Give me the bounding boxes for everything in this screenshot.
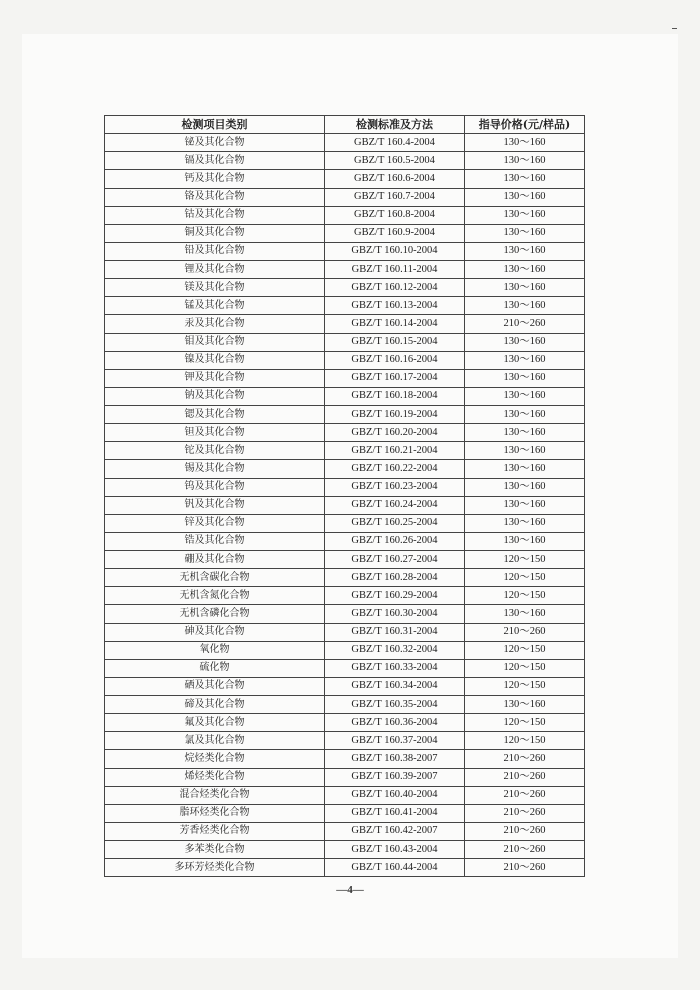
cell-guide-price: 120～150 (465, 714, 585, 732)
cell-item-category: 锰及其化合物 (105, 297, 325, 315)
cell-standard-method: GBZ/T 160.8-2004 (325, 206, 465, 224)
table-row (105, 768, 585, 786)
cell-item-category: 氧化物 (105, 641, 325, 659)
cell-standard-method: GBZ/T 160.24-2004 (325, 496, 465, 514)
table-row (105, 532, 585, 550)
cell-guide-price: 130～160 (465, 605, 585, 623)
cell-guide-price: 210～260 (465, 822, 585, 840)
table-row (105, 569, 585, 587)
cell-item-category: 无机含碳化合物 (105, 569, 325, 587)
cell-guide-price: 130～160 (465, 351, 585, 369)
cell-item-category: 混合烃类化合物 (105, 786, 325, 804)
cell-item-category: 铬及其化合物 (105, 188, 325, 206)
cell-standard-method: GBZ/T 160.7-2004 (325, 188, 465, 206)
table-row (105, 369, 585, 387)
cell-standard-method: GBZ/T 160.26-2004 (325, 532, 465, 550)
cell-standard-method: GBZ/T 160.9-2004 (325, 224, 465, 242)
cell-standard-method: GBZ/T 160.35-2004 (325, 696, 465, 714)
cell-item-category: 无机含磷化合物 (105, 605, 325, 623)
cell-standard-method: GBZ/T 160.34-2004 (325, 677, 465, 695)
table-row (105, 442, 585, 460)
cell-standard-method: GBZ/T 160.37-2004 (325, 732, 465, 750)
cell-standard-method: GBZ/T 160.18-2004 (325, 387, 465, 405)
table-row (105, 387, 585, 405)
cell-guide-price: 130～160 (465, 369, 585, 387)
cell-item-category: 氟及其化合物 (105, 714, 325, 732)
cell-item-category: 铋及其化合物 (105, 134, 325, 152)
cell-standard-method: GBZ/T 160.38-2007 (325, 750, 465, 768)
header-standard-method: 检测标准及方法 (325, 116, 465, 134)
cell-guide-price: 130～160 (465, 333, 585, 351)
cell-guide-price: 130～160 (465, 496, 585, 514)
table-row (105, 333, 585, 351)
cell-item-category: 锂及其化合物 (105, 261, 325, 279)
cell-guide-price: 120～150 (465, 587, 585, 605)
table-row (105, 297, 585, 315)
table-row (105, 786, 585, 804)
table-row (105, 859, 585, 877)
table-row (105, 206, 585, 224)
table-row (105, 623, 585, 641)
cell-standard-method: GBZ/T 160.13-2004 (325, 297, 465, 315)
cell-guide-price: 130～160 (465, 188, 585, 206)
cell-guide-price: 210～260 (465, 859, 585, 877)
cell-standard-method: GBZ/T 160.21-2004 (325, 442, 465, 460)
cell-guide-price: 120～150 (465, 677, 585, 695)
cell-guide-price: 210～260 (465, 623, 585, 641)
cell-item-category: 砷及其化合物 (105, 623, 325, 641)
cell-standard-method: GBZ/T 160.44-2004 (325, 859, 465, 877)
cell-item-category: 芳香烃类化合物 (105, 822, 325, 840)
cell-item-category: 钼及其化合物 (105, 333, 325, 351)
cell-standard-method: GBZ/T 160.33-2004 (325, 659, 465, 677)
cell-standard-method: GBZ/T 160.16-2004 (325, 351, 465, 369)
cell-standard-method: GBZ/T 160.36-2004 (325, 714, 465, 732)
cell-guide-price: 130～160 (465, 224, 585, 242)
table-row (105, 261, 585, 279)
page-number: —4— (336, 884, 364, 896)
cell-guide-price: 130～160 (465, 514, 585, 532)
cell-standard-method: GBZ/T 160.19-2004 (325, 406, 465, 424)
table-row (105, 242, 585, 260)
cell-item-category: 硫化物 (105, 659, 325, 677)
cell-item-category: 钠及其化合物 (105, 387, 325, 405)
cell-standard-method: GBZ/T 160.42-2007 (325, 822, 465, 840)
table-header-row (105, 116, 585, 134)
table-row (105, 605, 585, 623)
table-row (105, 406, 585, 424)
cell-item-category: 锆及其化合物 (105, 532, 325, 550)
table-row (105, 315, 585, 333)
cell-guide-price: 130～160 (465, 696, 585, 714)
cell-item-category: 氯及其化合物 (105, 732, 325, 750)
cell-standard-method: GBZ/T 160.43-2004 (325, 841, 465, 859)
cell-standard-method: GBZ/T 160.20-2004 (325, 424, 465, 442)
table-row (105, 351, 585, 369)
cell-guide-price: 130～160 (465, 460, 585, 478)
cell-item-category: 铊及其化合物 (105, 442, 325, 460)
cell-standard-method: GBZ/T 160.31-2004 (325, 623, 465, 641)
table-body (105, 134, 585, 877)
cell-standard-method: GBZ/T 160.39-2007 (325, 768, 465, 786)
cell-guide-price: 210～260 (465, 768, 585, 786)
cell-guide-price: 130～160 (465, 170, 585, 188)
cell-standard-method: GBZ/T 160.17-2004 (325, 369, 465, 387)
cell-item-category: 钾及其化合物 (105, 369, 325, 387)
cell-standard-method: GBZ/T 160.27-2004 (325, 551, 465, 569)
cell-standard-method: GBZ/T 160.25-2004 (325, 514, 465, 532)
header-guide-price: 指导价格(元/样品) (465, 116, 585, 134)
cell-guide-price: 130～160 (465, 242, 585, 260)
table-row (105, 822, 585, 840)
cell-guide-price: 210～260 (465, 804, 585, 822)
table-row (105, 424, 585, 442)
table-row (105, 224, 585, 242)
cell-guide-price: 130～160 (465, 442, 585, 460)
table-row (105, 714, 585, 732)
table-row (105, 496, 585, 514)
cell-standard-method: GBZ/T 160.12-2004 (325, 279, 465, 297)
cell-guide-price: 120～150 (465, 641, 585, 659)
cell-standard-method: GBZ/T 160.5-2004 (325, 152, 465, 170)
cell-standard-method: GBZ/T 160.41-2004 (325, 804, 465, 822)
cell-item-category: 铅及其化合物 (105, 242, 325, 260)
table-row (105, 460, 585, 478)
cell-guide-price: 130～160 (465, 279, 585, 297)
cell-standard-method: GBZ/T 160.29-2004 (325, 587, 465, 605)
cell-guide-price: 120～150 (465, 732, 585, 750)
corner-mark (672, 28, 677, 29)
cell-standard-method: GBZ/T 160.40-2004 (325, 786, 465, 804)
table-row (105, 188, 585, 206)
cell-item-category: 烷烃类化合物 (105, 750, 325, 768)
cell-guide-price: 120～150 (465, 659, 585, 677)
cell-guide-price: 210～260 (465, 786, 585, 804)
cell-item-category: 钴及其化合物 (105, 206, 325, 224)
table-row (105, 514, 585, 532)
table-row (105, 152, 585, 170)
table-row (105, 587, 585, 605)
cell-item-category: 多苯类化合物 (105, 841, 325, 859)
cell-standard-method: GBZ/T 160.14-2004 (325, 315, 465, 333)
price-table (104, 115, 585, 877)
cell-standard-method: GBZ/T 160.6-2004 (325, 170, 465, 188)
cell-guide-price: 130～160 (465, 297, 585, 315)
table-row (105, 841, 585, 859)
cell-guide-price: 210～260 (465, 315, 585, 333)
table-row (105, 659, 585, 677)
cell-standard-method: GBZ/T 160.10-2004 (325, 242, 465, 260)
table-row (105, 170, 585, 188)
cell-guide-price: 130～160 (465, 261, 585, 279)
cell-guide-price: 130～160 (465, 206, 585, 224)
cell-item-category: 镁及其化合物 (105, 279, 325, 297)
table-row (105, 551, 585, 569)
cell-guide-price: 130～160 (465, 387, 585, 405)
cell-item-category: 锌及其化合物 (105, 514, 325, 532)
cell-item-category: 镉及其化合物 (105, 152, 325, 170)
cell-guide-price: 130～160 (465, 532, 585, 550)
cell-guide-price: 130～160 (465, 424, 585, 442)
table-row (105, 804, 585, 822)
cell-guide-price: 130～160 (465, 134, 585, 152)
cell-guide-price: 130～160 (465, 152, 585, 170)
cell-guide-price: 210～260 (465, 841, 585, 859)
cell-item-category: 锶及其化合物 (105, 406, 325, 424)
cell-standard-method: GBZ/T 160.23-2004 (325, 478, 465, 496)
cell-item-category: 无机含氮化合物 (105, 587, 325, 605)
cell-standard-method: GBZ/T 160.30-2004 (325, 605, 465, 623)
cell-item-category: 碲及其化合物 (105, 696, 325, 714)
cell-standard-method: GBZ/T 160.15-2004 (325, 333, 465, 351)
cell-guide-price: 120～150 (465, 551, 585, 569)
table-row (105, 279, 585, 297)
header-item-category: 检测项目类别 (105, 116, 325, 134)
cell-standard-method: GBZ/T 160.32-2004 (325, 641, 465, 659)
cell-standard-method: GBZ/T 160.11-2004 (325, 261, 465, 279)
cell-item-category: 钨及其化合物 (105, 478, 325, 496)
cell-item-category: 镍及其化合物 (105, 351, 325, 369)
cell-item-category: 硒及其化合物 (105, 677, 325, 695)
cell-item-category: 铜及其化合物 (105, 224, 325, 242)
cell-item-category: 烯烃类化合物 (105, 768, 325, 786)
cell-item-category: 钙及其化合物 (105, 170, 325, 188)
cell-item-category: 脂环烃类化合物 (105, 804, 325, 822)
cell-item-category: 钒及其化合物 (105, 496, 325, 514)
cell-standard-method: GBZ/T 160.28-2004 (325, 569, 465, 587)
cell-guide-price: 130～160 (465, 478, 585, 496)
table-row (105, 478, 585, 496)
table-row (105, 750, 585, 768)
cell-item-category: 汞及其化合物 (105, 315, 325, 333)
cell-item-category: 钽及其化合物 (105, 424, 325, 442)
table-row (105, 641, 585, 659)
table-row (105, 696, 585, 714)
table-row (105, 134, 585, 152)
cell-item-category: 硼及其化合物 (105, 551, 325, 569)
table-row (105, 677, 585, 695)
cell-item-category: 锡及其化合物 (105, 460, 325, 478)
cell-guide-price: 210～260 (465, 750, 585, 768)
cell-guide-price: 120～150 (465, 569, 585, 587)
cell-standard-method: GBZ/T 160.22-2004 (325, 460, 465, 478)
table-row (105, 732, 585, 750)
cell-standard-method: GBZ/T 160.4-2004 (325, 134, 465, 152)
cell-item-category: 多环芳烃类化合物 (105, 859, 325, 877)
cell-guide-price: 130～160 (465, 406, 585, 424)
